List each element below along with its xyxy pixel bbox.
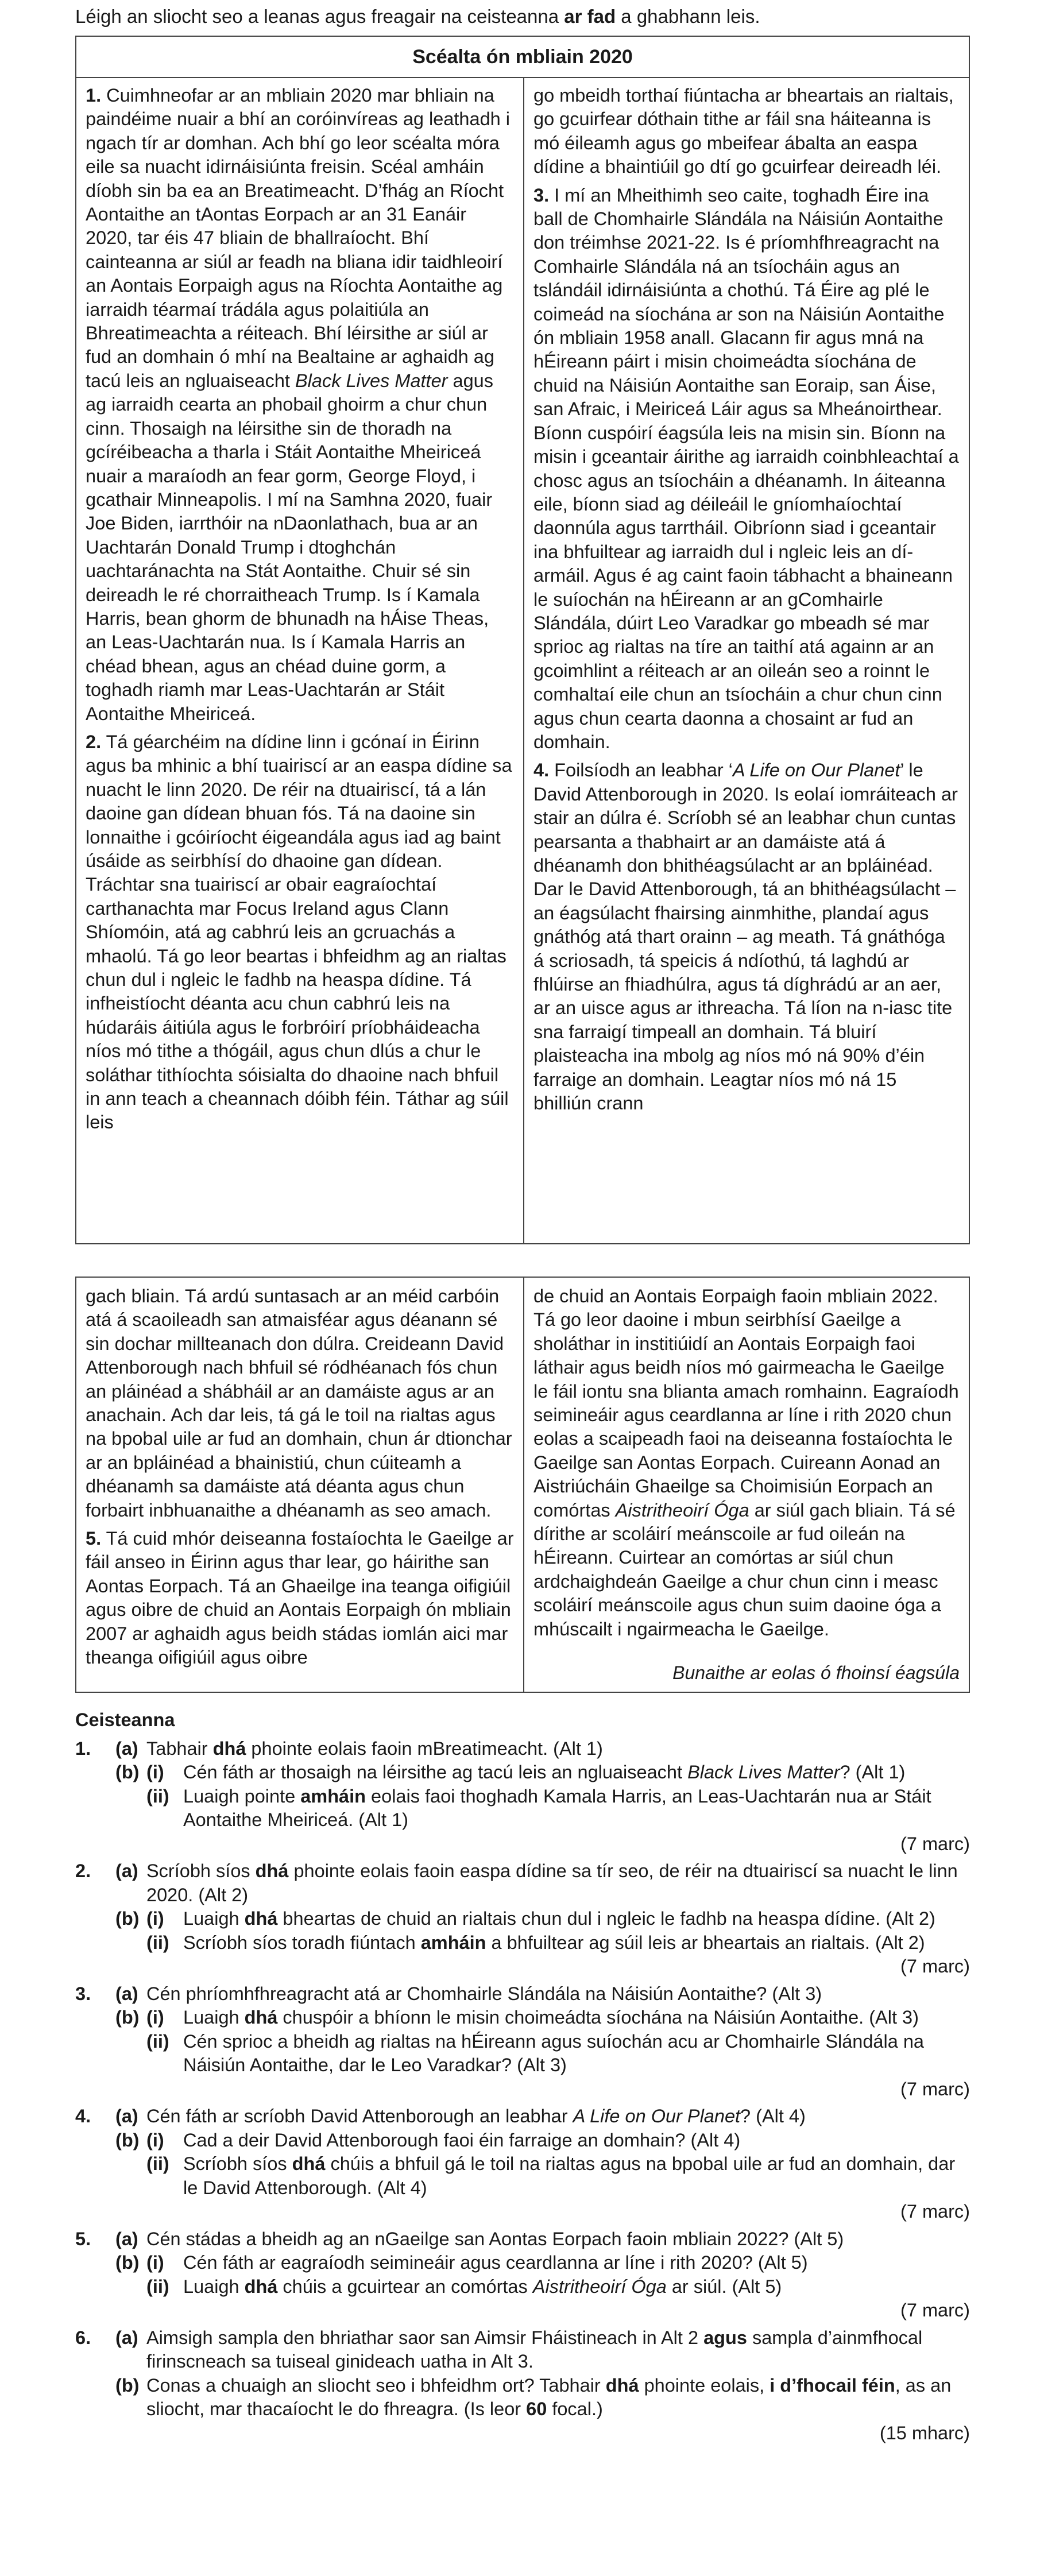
question-number: 6. — [75, 2327, 91, 2348]
question-1 — [75, 1737, 970, 1856]
paragraph-text-continued: ’ le David Attenborough in 2020. Is eolaí iomráiteach ar stair an dúlra é. Scríobh sé an leabhar chun cuntas pearsanta a thabhairt ar an damáiste atá á dhéanamh don bhithéagsúlacht ar an bpláinéad. Dar le David Attenborough, tá an bhithéagsúlacht – an éagsúlacht fhairsing ainmhithe, plandaí agus gnáthóg atá thart orainn – ag meath. Tá gnáthóga á scriosadh, tá speicis á ndíothú, tá laghdú ar fhlúirse an fhiadhúlra, agus tá díghrádú ar an aer, ar an uisce agus ar ithreacha. Tá líon na n-iasc tite sna farraigí timpeall an domhain. Tá bluirí plaisteacha ina mbolg ag níos mó ná 90% d’éin farraige an domhain. Leagtar níos mó ná 15 bhilliún crann — [533, 760, 958, 1114]
paragraph-number: 2. — [86, 731, 102, 752]
question-text: Cén stádas a bheidh ag an nGaeilge san Aontas Eorpach faoin mbliain 2022? (Alt 5) — [146, 2228, 844, 2249]
subpart-label: (i) — [146, 2007, 164, 2028]
passage-columns — [76, 1278, 969, 1692]
question-3 — [75, 1982, 970, 2102]
passage-column-right — [524, 77, 969, 1243]
part-label: (b) — [115, 2374, 140, 2396]
part-label: (b) — [115, 2007, 140, 2028]
marks-label: (7 marc) — [900, 2201, 970, 2222]
part-label: (a) — [115, 2228, 138, 2249]
question-text: Cén sprioc a bheidh ag rialtas na hÉireann agus suíochán acu ar Chomhairle Slándála na Náisiún Aontaithe, dar le Leo Varadkar? (Alt 3) — [183, 2030, 924, 2075]
subpart-label: (ii) — [146, 1932, 169, 1953]
part-label: (b) — [115, 2252, 140, 2273]
passage-paragraph — [533, 759, 960, 1115]
subpart-label: (i) — [146, 1908, 164, 1929]
part-label: (b) — [115, 1908, 140, 1929]
question-number: 3. — [75, 1983, 91, 2004]
question-2 — [75, 1859, 970, 1979]
part-label: (a) — [115, 2327, 138, 2348]
passage-source: Bunaithe ar eolas ó fhoinsí éagsúla — [672, 1662, 960, 1683]
paragraph-text: gach bliain. Tá ardú suntasach ar an méid carbóin atá á scaoileadh san atmaisféar agus déanann sé sin dochar millteanach don dúlra. Creideann David Attenborough nach bhfuil sé ródhéanach fós chun an pláinéad a shábháil ar an damáiste agus ar an anachain. Ach dar leis, tá gá le toil na rialtas agus na bpobal uile ar fud an domhain, chun ár dtionchar ar an bpláinéad a bhainistiú, chun cúiteamh a dhéanamh sa damáiste atá déanta agus chun forbairt inbhuanaithe a dhéanamh as seo amach. — [86, 1286, 512, 1521]
paragraph-number: 3. — [533, 184, 550, 206]
marks-label: (7 marc) — [900, 1956, 970, 1977]
paragraph-text: Foilsíodh an leabhar ‘ — [554, 760, 733, 781]
question-5 — [75, 2227, 970, 2323]
marks-label: (7 marc) — [900, 1833, 970, 1854]
question-text: Luaigh dhá chuspóir a bhíonn le misin choimeádta síochána na Náisiún Aontaithe. (Alt 3) — [183, 2007, 919, 2028]
subpart-label: (ii) — [146, 2153, 169, 2174]
paragraph-text: Tá cuid mhór deiseanna fostaíochta le Gaeilge ar fáil anseo in Éirinn agus thar lear, go háirithe san Aontas Eorpach. Tá an Ghaeilge ina teanga oifigiúil agus oibre de chuid an Aontais Eorpaigh ón mbliain 2007 ar aghaidh agus beidh stádas iomlán aici mar theanga oifigiúil agus oibre — [86, 1528, 514, 1668]
subpart-label: (i) — [146, 2129, 164, 2150]
marks-label: (7 marc) — [900, 2300, 970, 2320]
subpart-label: (ii) — [146, 1785, 169, 1807]
passage-paragraph — [86, 1285, 514, 1522]
passage-paragraph — [533, 84, 960, 179]
question-4 — [75, 2105, 970, 2224]
passage-column-right — [524, 1278, 969, 1692]
instructions-emphasis: ar fad — [564, 6, 616, 27]
subpart-label: (i) — [146, 2252, 164, 2273]
paragraph-italic-text: Black Lives Matter — [295, 370, 448, 391]
question-text: Cén fáth ar thosaigh na léirsithe ag tacú leis an ngluaiseacht Black Lives Matter? (Alt 1) — [183, 1762, 906, 1782]
instructions — [75, 3, 760, 30]
question-text: Luaigh dhá chúis a gcuirtear an comórtas Aistritheoirí Óga ar siúl. (Alt 5) — [183, 2276, 782, 2297]
passage-paragraph — [86, 84, 514, 726]
question-number: 5. — [75, 2228, 91, 2249]
part-label: (a) — [115, 1861, 138, 1881]
part-label: (b) — [115, 1762, 140, 1782]
paragraph-number: 1. — [86, 85, 102, 106]
marks-label: (15 mharc) — [879, 2422, 970, 2443]
paragraph-text: de chuid an Aontais Eorpaigh faoin mbliain 2022. Tá go leor daoine i mbun seirbhísí Gaeilge a sholáthar in institiúidí an Aontais Eorpaigh faoi láthair agus beidh níos mó gairmeacha le Gaeilge le fáil iontu sna blianta amach romhainn. Eagraíodh seimineáir agus ceardlanna ar líne i rith 2020 chun eolas a scaipeadh faoi na deiseanna fostaíochta le Gaeilge san Aontas Eorpach. Cuireann Aonad an Aistriúcháin Ghaeilge sa Choimisiún Eorpach an comórtas — [533, 1286, 959, 1521]
subpart-label: (ii) — [146, 2030, 169, 2052]
questions-heading: Ceisteanna — [75, 1709, 175, 1730]
passage-paragraph — [533, 184, 960, 755]
question-text: Scríobh síos dhá phointe eolais faoin easpa dídine sa tír seo, de réir na dtuairiscí sa nuacht le linn 2020. (Alt 2) — [146, 1861, 958, 1905]
paragraph-text-continued: agus ag iarraidh cearta an phobail ghoirm a chur chun cinn. Thosaigh na léirsithe sin de thoradh na gcíréibeacha a tharla i Stáit Aontaithe Mheiriceá nuair a maraíodh an fear gorm, George Floyd, i gcathair Minneapolis. I mí na Samhna 2020, fuair Joe Biden, iarrthóir na nDaonlathach, bua ar an Uachtarán Donald Trump i dtoghchán uachtaránachta na Stát Aontaithe. Chuir sé sin deireadh le ré chorraitheach Trump. Is í Kamala Harris, bean ghorm de bhunadh na hÁise Theas, an Leas-Uachtarán nua. Is í Kamala Harris an chéad bhean, agus an chéad duine gorm, a toghadh riamh mar Leas-Uachtarán ar Stáit Aontaithe Mheiriceá. — [86, 370, 493, 724]
marks-label: (7 marc) — [900, 2078, 970, 2099]
passage-paragraph — [86, 1527, 514, 1669]
question-text: Cad a deir David Attenborough faoi éin farraige an domhain? (Alt 4) — [183, 2129, 741, 2150]
question-number: 2. — [75, 1861, 91, 1881]
question-text: Scríobh síos dhá chúis a bhfuil gá le toil na rialtas agus na bpobal uile ar fud an domhain, dar le David Attenborough. (Alt 4) — [183, 2153, 956, 2198]
passage-title: Scéalta ón mbliain 2020 — [76, 37, 969, 78]
passage-paragraph — [533, 1285, 960, 1641]
passage-column-left — [76, 1278, 524, 1692]
instructions-text: Léigh an sliocht seo a leanas agus freagair na ceisteanna — [75, 6, 564, 27]
paragraph-text-continued: ar siúl gach bliain. Tá sé dírithe ar scoláirí meánscoile ar fud oileán na hÉireann. Cuirtear an comórtas ar siúl chun ardchaighdeán Gaeilge a chur chun cinn i measc scoláirí meánscoile agus chun suim daoine óga a mhúscailt i ngairmeacha le Gaeilge. — [533, 1499, 956, 1639]
paragraph-text: I mí an Mheithimh seo caite, toghadh Éire ina ball de Chomhairle Slándála na Náisiún Aontaithe don tréimhse 2021-22. Is é príomhfhreagracht na Comhairle Slándála ná an tsíocháin agus an tslándáil idirnáisiúnta a chothú. Tá Éire ag plé le coimeád na síochána ar son na Náisiún Aontaithe ón mbliain 1958 anall. Glacann fir agus mná na hÉireann páirt i misin choimeádta síochána de chuid na Náisiún Aontaithe san Eoraip, san Áise, san Afraic, i Meiriceá Láir agus sa Mheánoirthear. Bíonn cuspóirí éagsúla leis na misin sin. Bíonn na misin i gceantair áirithe ag iarraidh coinbhleachtaí a chosc agus an tsíocháin a dhéanamh. In áiteanna eile, bíonn siad ag déileáil le gníomhaíochtaí daonnúla agus tarrtháil. Oibríonn siad i gceantair ina bhfuiltear ag iarraidh dul i ngleic leis an dí-armáil. Agus é ag caint faoin tábhacht a bhaineann le suíochán na hÉireann ar an gComhairle Slándála, dúirt Leo Varadkar go mbeadh sé mar sprioc ag rialtas na tíre an taithí atá againn ar an gcoimhlint a réiteach ar an oileán seo a roinnt le comhaltaí eile chun an tsíocháin a chur chun cinn agus chun cearta daonna a chosaint ar fud an domhain. — [533, 184, 959, 752]
question-text: Cén phríomhfhreagracht atá ar Chomhairle Slándála na Náisiún Aontaithe? (Alt 3) — [146, 1983, 822, 2004]
question-text: Tabhair dhá phointe eolais faoin mBreatimeacht. (Alt 1) — [146, 1738, 603, 1759]
passage-columns — [76, 77, 969, 1243]
paragraph-italic-text: Aistritheoirí Óga — [615, 1499, 749, 1521]
paragraph-text: Cuimhneofar ar an mbliain 2020 mar bhliain na paindéime nuair a bhí an coróinvíreas ag leathadh i ngach tír ar domhan. Ach bhí go leor scéalta móra eile sa nuacht idirnáisiúnta freisin. Scéal amháin díobh sin ba ea an Breatimeacht. D’fhág an Ríocht Aontaithe an tAontas Eorpach ar an 31 Eanáir 2020, tar éis 47 bliain de bhallraíocht. Bhí cainteanna ar siúl ar feadh na bliana idir taidhleoirí an Aontais Eorpaigh agus na Ríochta Aontaithe ag iarraidh téarmaí trádála agus polaitiúla an Bhreatimeachta a réiteach. Bhí léirsithe ar siúl ar fud an domhain ó mhí na Bealtaine ar aghaidh ag tacú leis an ngluaiseacht — [86, 85, 510, 391]
paragraph-text: go mbeidh torthaí fiúntacha ar bheartais an rialtais, go gcuirfear dóthain tithe ar fáil sna háiteanna is mó éileamh agus go mbeifear ábalta an easpa dídine a bhaintiúil go dtí go gcuirfear deireadh léi. — [533, 85, 954, 177]
subpart-label: (i) — [146, 1762, 164, 1782]
subpart-label: (ii) — [146, 2276, 169, 2297]
question-text: Cén fáth ar scríobh David Attenborough an leabhar A Life on Our Planet? (Alt 4) — [146, 2106, 806, 2126]
question-number: 1. — [75, 1738, 91, 1759]
part-label: (a) — [115, 1983, 138, 2004]
question-number: 4. — [75, 2106, 91, 2126]
question-text: Conas a chuaigh an sliocht seo i bhfeidhm ort? Tabhair dhá phointe eolais, i d’fhocail féin, as an sliocht, mar thacaíocht le do fhreagra. (Is leor 60 focal.) — [146, 2374, 952, 2419]
instructions-text-end: a ghabhann leis. — [616, 6, 760, 27]
paragraph-number: 5. — [86, 1528, 102, 1549]
part-label: (a) — [115, 2106, 138, 2126]
passage-column-left — [76, 77, 524, 1243]
paragraph-number: 4. — [533, 760, 550, 781]
question-text: Aimsigh sampla den bhriathar saor san Aimsir Fháistineach in Alt 2 agus sampla d’ainmfhocal firinscneach sa tuiseal ginideach uatha in Alt 3. — [146, 2327, 923, 2372]
part-label: (b) — [115, 2129, 140, 2150]
paragraph-italic-text: A Life on Our Planet — [732, 760, 900, 781]
question-6 — [75, 2326, 970, 2446]
passage-box-2 — [75, 1277, 970, 1693]
passage-paragraph — [86, 730, 514, 1135]
paragraph-text: Tá géarchéim na dídine linn i gcónaí in Éirinn agus ba mhinic a bhí tuairiscí ar an easpa dídine sa nuacht le linn 2020. De réir na dtuairiscí, tá a lán daoine gan dídean bhuan fós. Tá na daoine sin lonnaithe i gcóiríocht éigeandála agus iad ag baint úsáide as seirbhísí do dhaoine gan dídean. Tráchtar sna tuairiscí ar obair eagraíochtaí carthanachta mar Focus Ireland agus Clann Shíomóin, atá ag cabhrú leis an gcruachás a mhaolú. Tá go leor beartas i bhfeidhm ag an rialtas chun dul i ngleic le fadhb na heaspa dídine. Tá infheistíocht déanta acu chun cabhrú leis na húdaráis áitiúla agus le forbróirí príobháideacha níos mó tithe a thógáil, agus chun dlús a chur le soláthar tithíochta sóisialta do dhaoine nach bhfuil in ann teach a cheannach dóibh féin. Táthar ag súil leis — [86, 731, 512, 1133]
question-text: Cén fáth ar eagraíodh seimineáir agus ceardlanna ar líne i rith 2020? (Alt 5) — [183, 2252, 808, 2273]
questions-section — [75, 1708, 970, 2449]
passage-box-1 — [75, 36, 970, 1244]
part-label: (a) — [115, 1738, 138, 1759]
question-text: Luaigh dhá bheartas de chuid an rialtais chun dul i ngleic le fadhb na heaspa dídine. (Alt 2) — [183, 1908, 935, 1929]
question-text: Luaigh pointe amháin eolais faoi thoghadh Kamala Harris, an Leas-Uachtarán nua ar Stáit Aontaithe Mheiriceá. (Alt 1) — [183, 1785, 931, 1830]
question-text: Scríobh síos toradh fiúntach amháin a bhfuiltear ag súil leis ar bheartais an rialtais. (Alt 2) — [183, 1932, 925, 1953]
